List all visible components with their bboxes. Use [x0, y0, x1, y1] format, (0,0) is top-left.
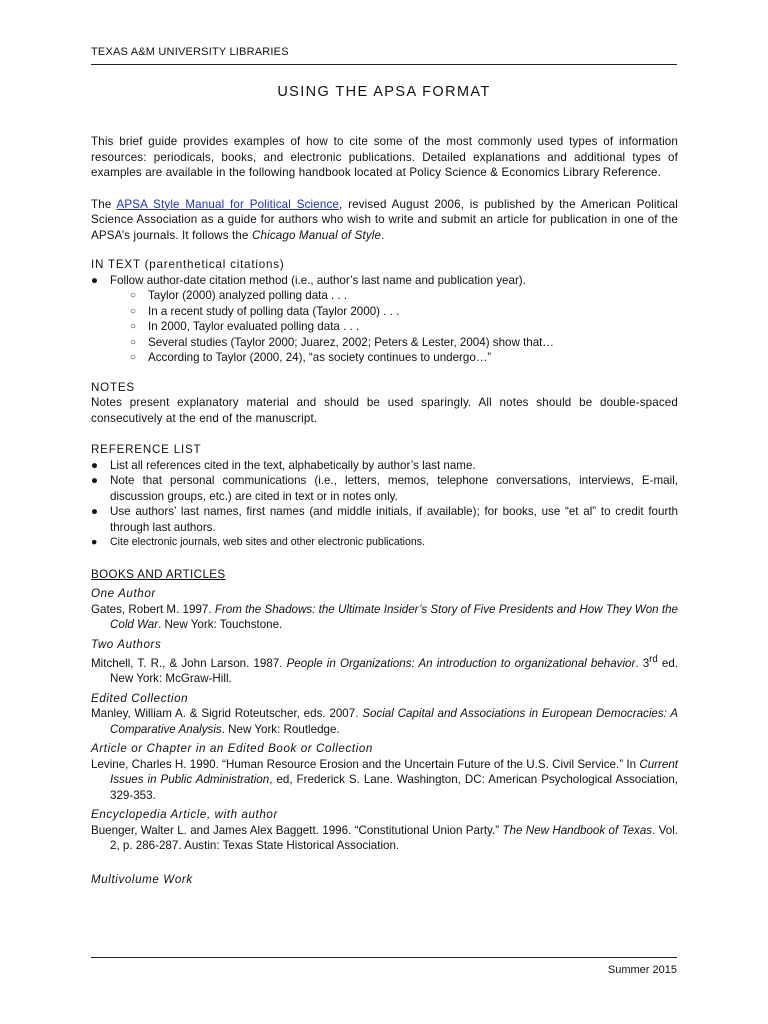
- list-item: ○ Taylor (2000) analyzed polling data . . .: [130, 289, 348, 302]
- multivolume-label: Multivolume Work: [91, 872, 193, 886]
- books-articles-heading: BOOKS AND ARTICLES: [91, 567, 226, 581]
- list-item: ● Follow author-date citation method (i.e., author’s last name and publication year). ○ Taylor (2000) analyzed polling data . . . ○ In a recent study of polling data (Taylor 2000) . . . ○ In 2000, Taylor evaluated polling data . . . ○ Several studies (Taylor 2000; Juarez, 2002; Peters & Lester, 2004) show that… ○ According to Taylor (2000, 24), “as society continues to undergo…”: [91, 273, 678, 366]
- list-item: ● Use authors’ last names, first names (and middle initials, if available); for books, use “et al” to credit fourth through last authors.: [91, 505, 678, 534]
- intro-paragraph: This brief guide provides examples of how to cite some of the most commonly used types of information resources: periodicals, books, and electronic publications. Detailed explanations and additional types of examples are available in the following handbook located at Policy Science & Economics Library Reference.: [91, 135, 678, 179]
- chapter-citation: Levine, Charles H. 1990. “Human Resource Erosion and the Uncertain Future of the U.S. Civil Service.” In Current Issues in Public Administration, ed, Frederick S. Lane. Washington, DC: American Psychological Association, 329-353.: [91, 757, 678, 802]
- apsa-paragraph: [91, 197, 678, 244]
- bullet-icon: ●: [91, 273, 99, 287]
- circle-bullet-icon: ○: [130, 305, 137, 317]
- document-body: [91, 134, 678, 887]
- list-item: ○ In a recent study of polling data (Taylor 2000) . . .: [130, 304, 400, 318]
- footer-date: Summer 2015: [607, 964, 677, 976]
- bullet-icon: ●: [91, 458, 99, 472]
- list-item: ● Cite electronic journals, web sites and other electronic publications.: [91, 535, 678, 551]
- apsa-end-text: .: [381, 228, 385, 242]
- header-divider: [91, 64, 677, 65]
- in-text-list: [91, 273, 678, 366]
- apsa-pre-text: The: [91, 197, 117, 211]
- apsa-mid-text: , revised August 2006, is published by the American Political Science Association as a guide for authors who wish to write and submit an article for publication in one of the APSA’s journals. It follows the: [91, 197, 678, 242]
- apsa-manual-link[interactable]: APSA Style Manual for Political Science: [116, 197, 340, 211]
- notes-paragraph: Notes present explanatory material and should be used sparingly. All notes should be double-spaced consecutively at the end of the manuscript.: [91, 396, 678, 425]
- bullet-icon: ●: [91, 536, 98, 548]
- header-institution: TEXAS A&M UNIVERSITY LIBRARIES: [91, 46, 289, 58]
- in-text-heading: IN TEXT (parenthetical citations): [91, 258, 285, 271]
- list-item: ○ Several studies (Taylor 2000; Juarez, 2002; Peters & Lester, 2004) show that…: [130, 335, 555, 349]
- edited-collection-label: Edited Collection: [91, 691, 189, 705]
- notes-heading: NOTES: [91, 380, 135, 394]
- bullet-icon: ●: [91, 474, 99, 487]
- list-item: ● List all references cited in the text, alphabetically by author’s last name.: [91, 458, 476, 472]
- encyclopedia-citation: Buenger, Walter L. and James Alex Baggett. 1996. “Constitutional Union Party.” The New Handbook of Texas. Vol. 2, p. 286-287. Austin: Texas State Historical Association.: [91, 823, 678, 853]
- circle-bullet-icon: ○: [130, 321, 137, 332]
- chapter-label: Article or Chapter in an Edited Book or Collection: [91, 742, 373, 756]
- reference-list: [91, 458, 678, 551]
- circle-bullet-icon: ○: [130, 352, 137, 363]
- chicago-manual-title: Chicago Manual of Style: [251, 228, 382, 242]
- circle-bullet-icon: ○: [130, 336, 137, 348]
- bullet-icon: ●: [91, 505, 99, 518]
- encyclopedia-label: Encyclopedia Article, with author: [91, 808, 278, 822]
- list-item: ○ In 2000, Taylor evaluated polling data . . .: [130, 320, 360, 333]
- circle-bullet-icon: ○: [130, 290, 137, 301]
- in-text-examples: [110, 288, 678, 366]
- list-item: ○ According to Taylor (2000, 24), “as society continues to undergo…”: [130, 351, 492, 364]
- two-authors-citation: Mitchell, T. R., & John Larson. 1987. People in Organizations: An introduction to organizational behavior. 3rd ed. New York: McGraw-Hill.: [91, 654, 678, 686]
- footer-divider: [91, 957, 677, 958]
- list-item: ● Note that personal communications (i.e., letters, memos, telephone conversations, interviews, E-mail, discussion groups, etc.) are cited in text or in notes only.: [91, 474, 678, 503]
- two-authors-label: Two Authors: [91, 637, 162, 651]
- one-author-citation: Gates, Robert M. 1997. From the Shadows: the Ultimate Insider’s Story of Five Presidents and How They Won the Cold War. New York: Touchstone.: [91, 602, 678, 631]
- edited-collection-citation: Manley, William A. & Sigrid Roteutscher, eds. 2007. Social Capital and Associations in European Democracies: A Comparative Analysis. New York: Routledge.: [91, 707, 678, 736]
- one-author-label: One Author: [91, 587, 156, 600]
- page-title: USING THE APSA FORMAT: [277, 84, 491, 100]
- reference-list-heading: REFERENCE LIST: [91, 443, 202, 456]
